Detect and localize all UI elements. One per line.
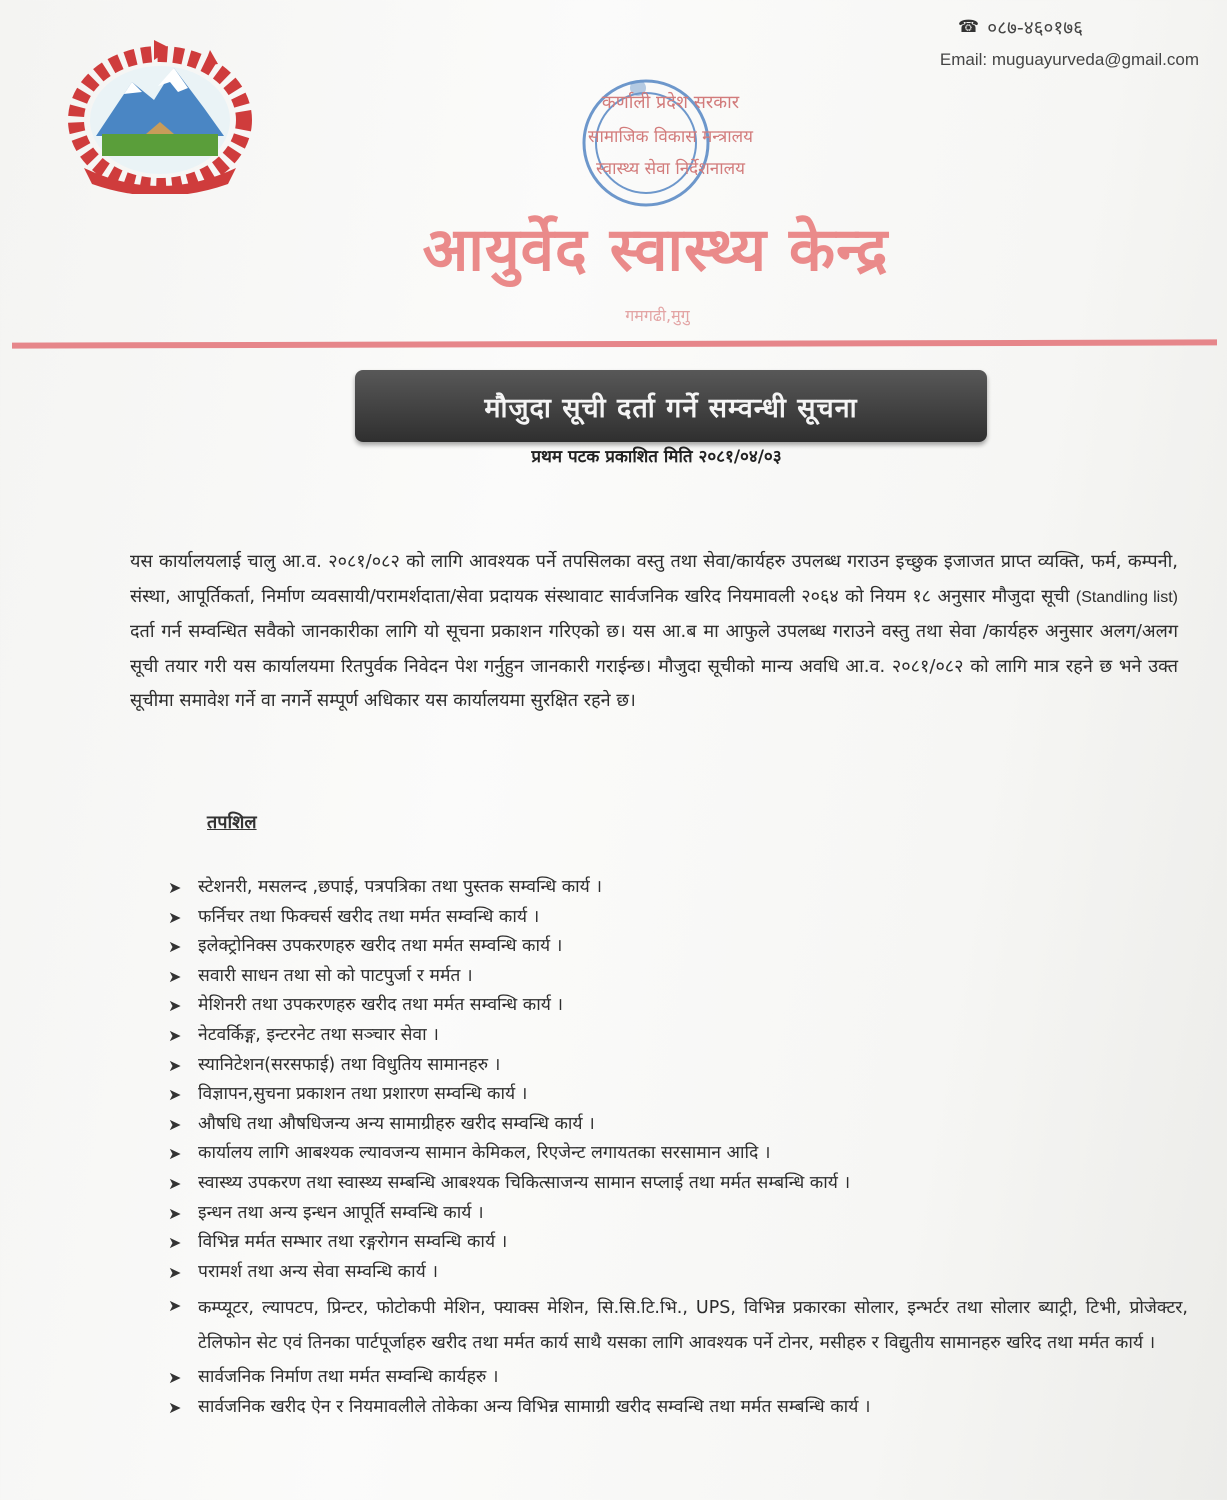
list-item-text: कार्यालय लागि आबश्यक ल्यावजन्य सामान केमिकल, रिएजेन्ट लगायतका सरसामान आदि ।: [198, 1143, 771, 1164]
province-line: कर्णाली प्रदेश सरकार: [601, 92, 740, 113]
list-item-text: इन्धन तथा अन्य इन्धन आपूर्ति सम्वन्धि कार्य ।: [198, 1202, 484, 1223]
list-item-text: औषधि तथा औषधिजन्य अन्य सामाग्रीहरु खरीद सम्वन्धि कार्य ।: [198, 1113, 595, 1134]
list-item-text: परामर्श तथा अन्य सेवा सम्वन्धि कार्य ।: [198, 1261, 438, 1282]
body-part-2: दर्ता गर्न सम्वन्धित सवैको जानकारीका लागि यो सूचना प्रकाशन गरिएको छ। यस आ.ब मा आफुले उपलब्ध गराउने वस्तु तथा सेवा /कार्यहरु अनुसार अलग/अलग सूची तयार गरी यस कार्यालयमा रितपुर्वक निवेदन पेश गर्नुहुन जानकारी गराईन्छ। मौजुदा सूचीको मान्य अवधि आ.व. २०८१/०८२ को लागि मात्र रहने छ भने उक्त सूचीमा समावेश गर्ने वा नगर्ने सम्पूर्ण अधिकार यस कार्यालयमा सुरक्षित रहने छ।: [130, 621, 1178, 712]
body-part-1: यस कार्यालयलाई चालु आ.व. २०८१/०८२ को लागि आवश्यक पर्ने तपसिलका वस्तु तथा सेवा/कार्यहरु उपलब्ध गराउन इच्छुक इजाजत प्राप्त व्यक्ति, फर्म, कम्पनी, संस्था, आपूर्तिकर्ता, निर्माण व्यवसायी/परामर्शदाता/सेवा प्रदायक संस्थावाट सार्वजनिक खरिद नियमावली २०६४ को नियम १८ अनुसार मौजुदा सूची: [130, 551, 1178, 607]
list-item: [168, 1258, 1188, 1288]
arrow-bullet-icon: ➤: [168, 1397, 182, 1417]
arrow-bullet-icon: ➤: [168, 1233, 182, 1253]
header-divider: [12, 339, 1217, 348]
phone-icon: ☎: [958, 17, 980, 37]
notice-title: मौजुदा सूची दर्ता गर्ने सम्वन्धी सूचना: [484, 392, 858, 424]
arrow-bullet-icon: ➤: [168, 1055, 182, 1075]
ministry-line: सामाजिक विकास मन्त्रालय: [587, 127, 753, 147]
list-item: [168, 991, 1188, 1021]
phone-row: [940, 14, 1083, 40]
body-latin: (Standling list): [1075, 588, 1178, 606]
phone-number: ०८७-४६०१७६: [987, 17, 1083, 39]
location: गमगढी,मुगु: [625, 306, 690, 325]
list-item: [168, 1291, 1188, 1361]
list-item: [168, 873, 1188, 903]
list-item-text: सार्वजनिक निर्माण तथा मर्मत सम्वन्धि कार्यहरु ।: [198, 1367, 499, 1388]
arrow-bullet-icon: ➤: [168, 966, 182, 986]
arrow-bullet-icon: ➤: [168, 1368, 182, 1388]
list-item: [168, 932, 1188, 962]
list-heading: तपशिल: [207, 812, 257, 833]
arrow-bullet-icon: ➤: [168, 1203, 182, 1223]
notice-body: [130, 545, 1178, 719]
list-item: [168, 1228, 1188, 1258]
list-item-text: सवारी साधन तथा सो को पाटपुर्जा र मर्मत ।: [198, 965, 473, 986]
list-item: [168, 1051, 1188, 1081]
list-item-text: स्वास्थ्य उपकरण तथा स्वास्थ्य सम्बन्धि आबश्यक चिकित्साजन्य सामान सप्लाई तथा मर्मत सम्बन्धि कार्य ।: [198, 1172, 851, 1193]
list-item-text: नेटवर्किङ्ग, इन्टरनेट तथा सञ्चार सेवा ।: [198, 1024, 439, 1045]
list-item-text: कम्प्यूटर, ल्यापटप, प्रिन्टर, फोटोकपी मेशिन, फ्याक्स मेशिन, सि.सि.टि.भि., UPS, विभिन्न प्रकारका सोलार, इन्भर्टर तथा सोलार ब्याट्री, टिभी, प्रोजेक्टर, टेलिफोन सेट एवं तिनका पार्टपूर्जाहरु खरीद तथा मर्मत कार्य साथै यसका लागि आवश्यक पर्ने टोनर, मसीहरु र विद्युतीय सामानहरु खरिद तथा मर्मत कार्य ।: [198, 1298, 1188, 1354]
list-item-text: फर्निचर तथा फिक्चर्स खरीद तथा मर्मत सम्वन्धि कार्य ।: [198, 906, 540, 927]
arrow-bullet-icon: ➤: [168, 1296, 182, 1316]
arrow-bullet-icon: ➤: [168, 1025, 182, 1045]
arrow-bullet-icon: ➤: [168, 1144, 182, 1164]
arrow-bullet-icon: ➤: [168, 996, 182, 1016]
notice-banner: [355, 370, 987, 442]
list-item: [168, 903, 1188, 933]
list-item-text: इलेक्ट्रोनिक्स उपकरणहरु खरीद तथा मर्मत सम्वन्धि कार्य ।: [198, 936, 563, 957]
arrow-bullet-icon: ➤: [168, 878, 182, 897]
list-item: [168, 1169, 1188, 1199]
list-item-text: विज्ञापन,सुचना प्रकाशन तथा प्रशारण सम्वन्धि कार्य ।: [198, 1084, 528, 1105]
contact-block: [940, 14, 1199, 70]
list-item: [168, 1199, 1188, 1229]
list-item-text: विभिन्न मर्मत सम्भार तथा रङ्गरोगन सम्वन्धि कार्य ।: [198, 1232, 508, 1253]
arrow-bullet-icon: ➤: [168, 1114, 182, 1134]
list-item: [168, 1139, 1188, 1169]
arrow-bullet-icon: ➤: [168, 1173, 182, 1193]
arrow-bullet-icon: ➤: [168, 937, 182, 957]
arrow-bullet-icon: ➤: [168, 1262, 182, 1282]
list-item-text: स्टेशनरी, मसलन्द ,छपाई, पत्रपत्रिका तथा पुस्तक सम्वन्धि कार्य ।: [198, 877, 603, 897]
list-item-text: स्यानिटेशन(सरसफाई) तथा विधुतिय सामानहरु ।: [198, 1054, 501, 1075]
arrow-bullet-icon: ➤: [168, 907, 182, 927]
list-item: [168, 1110, 1188, 1140]
directorate-line: स्वास्थ्य सेवा निर्देशनालय: [596, 159, 745, 179]
list-item: [168, 1393, 1188, 1423]
list-item: [168, 962, 1188, 992]
list-item: [168, 1080, 1188, 1110]
arrow-bullet-icon: ➤: [168, 1085, 182, 1105]
organization-name: आयुर्वेद स्वास्थ्य केन्द्र: [422, 215, 889, 285]
email-address: Email: muguayurveda@gmail.com: [939, 50, 1199, 69]
list-item-text: सार्वजनिक खरीद ऐन र नियमावलीले तोकेका अन्य विभिन्न सामाग्री खरीद सम्वन्धि तथा मर्मत सम्बन्धि कार्य ।: [198, 1396, 871, 1417]
list-item: [168, 1021, 1188, 1051]
list-item-text: मेशिनरी तथा उपकरणहरु खरीद तथा मर्मत सम्वन्धि कार्य ।: [198, 995, 564, 1016]
publication-date: प्रथम पटक प्रकाशित मिति २०८१/०४/०३: [531, 447, 782, 467]
item-list: [168, 873, 1188, 1423]
list-item: [168, 1363, 1188, 1393]
